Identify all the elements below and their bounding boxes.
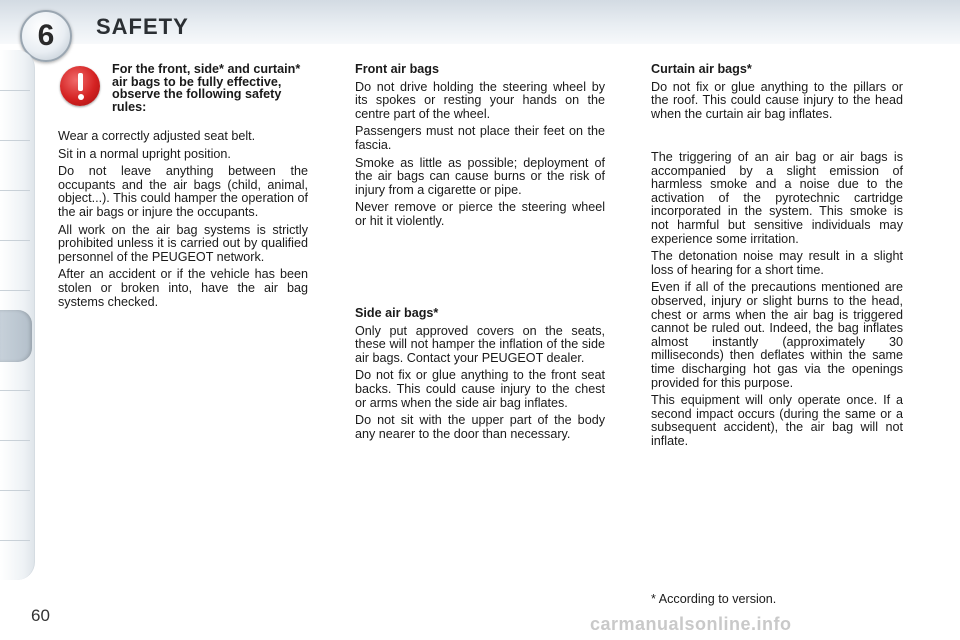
- paragraph: This equipment will only operate once. If a second impact occurs (during the same or a subsequent accident), the air bag will not inflate.: [651, 393, 903, 448]
- chapter-tab[interactable]: [0, 140, 30, 141]
- chapter-tab[interactable]: [0, 540, 30, 541]
- page-title: SAFETY: [96, 14, 189, 39]
- paragraph: Do not fix or glue anything to the front seat backs. This could cause injury to the chest or arms when the side air bag inflates.: [355, 368, 605, 410]
- paragraph: Do not sit with the upper part of the body any nearer to the door than necessary.: [355, 413, 605, 441]
- paragraph: Never remove or pierce the steering wheel or hit it violently.: [355, 200, 605, 228]
- paragraph: Even if all of the precautions mentioned are observed, injury or slight burns to the head, chest or arms when the air bag is triggered cannot be ruled out. Indeed, the bag inflates almost instantly (approximately 30 milliseconds) then deflates within the same time discharging hot gas via the openings provided for this purpose.: [651, 280, 903, 390]
- side-airbags-section: [355, 307, 605, 445]
- paragraph: After an accident or if the vehicle has been stolen or broken into, have the air bag systems checked.: [58, 267, 308, 309]
- paragraph: Passengers must not place their feet on the fascia.: [355, 124, 605, 152]
- paragraph: Do not fix or glue anything to the pillars or the roof. This could cause injury to the head when the curtain air bag inflates.: [651, 79, 903, 121]
- chapter-tab-active[interactable]: [0, 310, 32, 362]
- safety-rules-column: [58, 130, 308, 313]
- section-heading: Front air bags: [355, 62, 439, 76]
- general-airbag-info: [651, 151, 903, 452]
- section-heading: Side air bags*: [355, 306, 439, 320]
- paragraph: Do not leave anything between the occupants and the air bags (child, animal, object...). This could hamper the operation of the air bags or injure the occupants.: [58, 164, 308, 219]
- paragraph: Only put approved covers on the seats, these will not hamper the inflation of the side air bags. Contact your PEUGEOT dealer.: [355, 323, 605, 365]
- chapter-tab[interactable]: [0, 290, 30, 291]
- paragraph: Smoke as little as possible; deployment of the air bags can cause burns or the risk of injury from a cigarette or pipe.: [355, 155, 605, 197]
- chapter-tab[interactable]: [0, 390, 30, 391]
- section-heading: Curtain air bags*: [651, 62, 752, 76]
- paragraph: The triggering of an air bag or air bags is accompanied by a slight emission of harmless smoke and a noise due to the activation of the pyrotechnic cartridge incorporated in the system. This smoke is not harmful but sensitive individuals may experience some irritation.: [651, 150, 903, 246]
- curtain-airbags-section: [651, 63, 903, 125]
- chapter-tab[interactable]: [0, 240, 30, 241]
- paragraph: All work on the air bag systems is strictly prohibited unless it is carried out by qualified personnel of the PEUGEOT network.: [58, 222, 308, 264]
- paragraph: Sit in a normal upright position.: [58, 146, 231, 161]
- paragraph: The detonation noise may result in a slight loss of hearing for a short time.: [651, 249, 903, 277]
- watermark: carmanualsonline.info: [590, 614, 792, 634]
- chapter-tab-rail: [0, 50, 35, 580]
- chapter-tab[interactable]: [0, 440, 30, 441]
- chapter-tab[interactable]: [0, 190, 30, 191]
- front-airbags-section: [355, 63, 605, 233]
- chapter-tab[interactable]: [0, 490, 30, 491]
- footnote: * According to version.: [651, 592, 777, 606]
- page-number: 60: [31, 606, 50, 625]
- chapter-tab[interactable]: [0, 90, 30, 91]
- warning-heading: For the front, side* and curtain* air bags to be fully effective, observe the following safety rules:: [112, 62, 301, 114]
- exclamation-warning-icon: [60, 66, 100, 106]
- paragraph: Wear a correctly adjusted seat belt.: [58, 129, 256, 143]
- paragraph: Do not drive holding the steering wheel by its spokes or resting your hands on the centre part of the wheel.: [355, 79, 605, 121]
- chapter-badge: 6: [20, 10, 72, 62]
